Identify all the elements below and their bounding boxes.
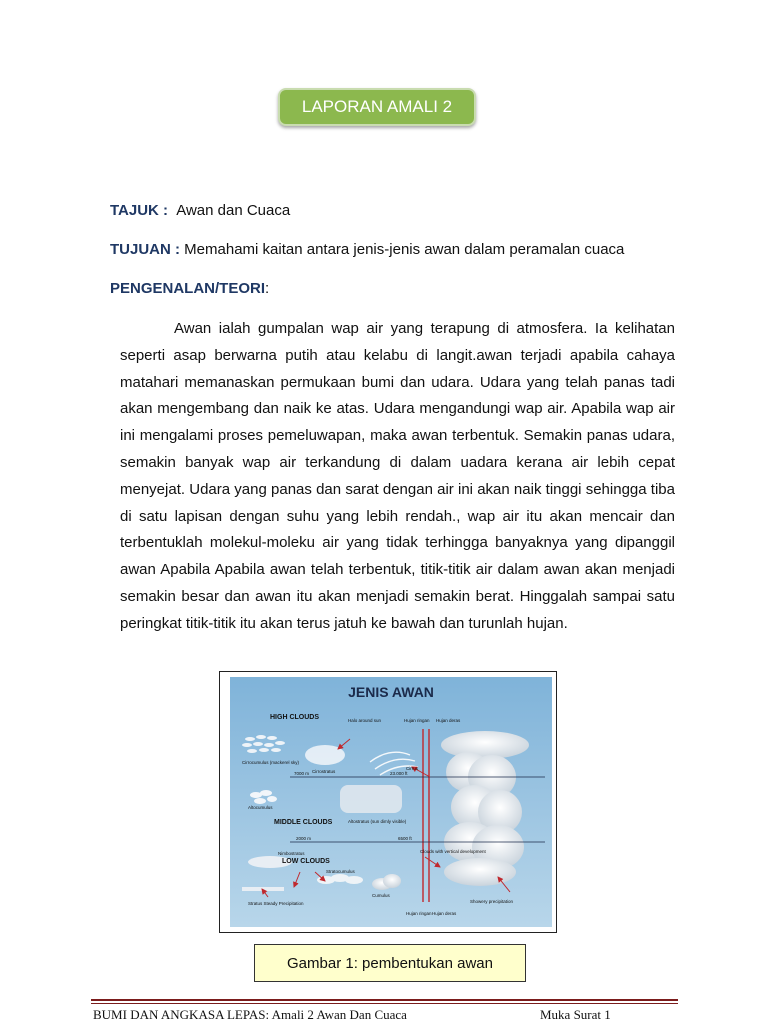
pengenalan-row	[110, 280, 269, 297]
pengenalan-colon: :	[265, 280, 270, 297]
hujan-ringan-bottom-label: Hujan ringan	[406, 911, 432, 916]
tajuk-value: Awan dan Cuaca	[176, 202, 291, 219]
altitude-2000-label: 2000 m	[296, 836, 312, 841]
vertical-development-label: Clouds with vertical development	[420, 849, 486, 854]
halo-label: Halo around sun	[348, 718, 382, 723]
hujan-deras-bottom-label: Hujan deras	[432, 911, 457, 916]
stratocumulus-label: Stratocumulus	[326, 869, 355, 874]
report-title-badge	[278, 88, 476, 126]
altitude-7000-label: 7000 m	[294, 771, 310, 776]
tujuan-label: TUJUAN :	[110, 241, 180, 258]
cloud-types-diagram	[230, 677, 552, 927]
figure-caption	[254, 944, 526, 982]
cumulus-label: Cumulus	[372, 893, 390, 898]
cirrus-label: Cirrus	[406, 766, 418, 771]
altitude-6500-label: 6500 ft	[398, 836, 412, 841]
stratus-label: Stratus Steady Precipitation	[248, 901, 304, 906]
footer-page-number: Muka Surat 1	[540, 1007, 611, 1022]
tujuan-row	[110, 241, 624, 258]
hujan-deras-top-label: Hujan deras	[436, 718, 461, 723]
cirrostratus-label: Cirrostratus	[312, 769, 336, 774]
showery-precipitation-label: Showery precipitation	[470, 899, 514, 904]
high-clouds-label: HIGH CLOUDS	[270, 714, 319, 721]
altocumulus-label: Altocumulus	[248, 805, 273, 810]
tajuk-row	[110, 202, 290, 219]
theory-paragraph: Awan ialah gumpalan wap air yang terapung di atmosfera. Ia kelihatan seperti asap berwarna putih atau kelabu di langit.awan terjadi apabila cahaya matahari memanaskan permukaan bumi dan udara. Udara yang telah panas tadi akan mengembang dan naik ke atas. Udara mengandungi wap air. Apabila wap air ini mengalami proses pemeluwapan, maka awan terbentuk. Semakin panas udara, semakin banyak wap air terkandung di dalam uadara kerana air lebih cepat menyejat. Udara yang panas dan sarat dengan air ini akan naik tinggi sehingga tiba di satu lapisan dengan suhu yang lebih rendah., wap air itu akan mencair dan terbentuklah molekul-moleku air yang tidak terhingga banyaknya yang dipanggil awan Apabila Apabila awan telah terbentuk, titik-titik air dalam awan akan menjadi semakin besar dan awan itu akan menjadi semakin berat. Hinggalah sampai satu peringkat titik-titik itu akan terus jatuh ke bawah dan turunlah hujan.	[120, 320, 675, 632]
report-title: LAPORAN AMALI 2	[301, 97, 453, 116]
low-clouds-label: LOW CLOUDS	[282, 858, 330, 865]
cumulonimbus-cloud	[441, 731, 529, 886]
pengenalan-label: PENGENALAN/TEORI	[110, 280, 266, 297]
altostratus-cloud	[340, 785, 402, 813]
middle-clouds-label: MIDDLE CLOUDS	[274, 819, 333, 826]
figure-caption-text: Gambar 1: pembentukan awan	[287, 954, 493, 972]
tajuk-label: TAJUK :	[110, 202, 169, 219]
nimbostratus-label: Nimbostratus	[278, 851, 305, 856]
figure-title: JENIS AWAN	[348, 684, 434, 700]
footer-rule-thin	[91, 1003, 678, 1004]
cloud-types-figure	[219, 671, 557, 933]
footer-rule-thick	[91, 999, 678, 1001]
hujan-ringan-top-label: Hujan ringan	[404, 718, 430, 723]
cirrocumulus-label: Cirrocumulus (mackerel sky)	[242, 760, 300, 765]
altitude-23000-label: 23.000 ft	[390, 771, 408, 776]
footer-course-title: BUMI DAN ANGKASA LEPAS: Amali 2 Awan Dan Cuaca	[93, 1007, 407, 1022]
tujuan-value: Memahami kaitan antara jenis-jenis awan dalam peramalan cuaca	[184, 241, 625, 258]
altostratus-label: Altostratus (sun dimly visible)	[348, 819, 407, 824]
